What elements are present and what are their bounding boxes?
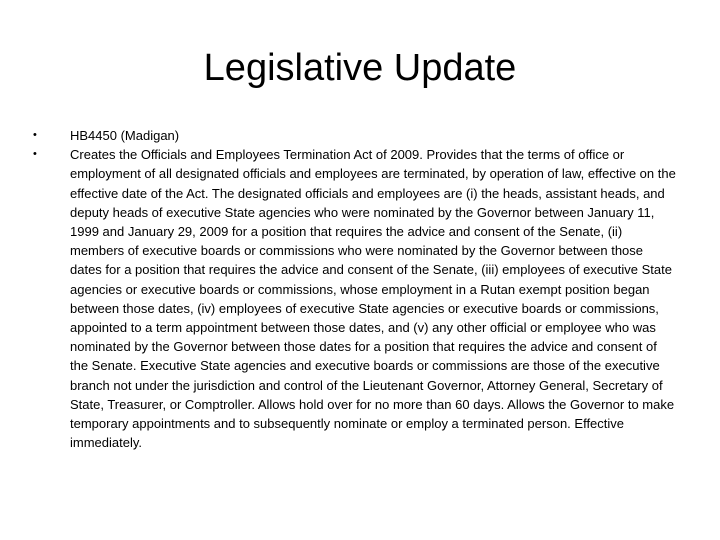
bullet-icon: • [33,148,37,161]
bullet-icon: • [33,129,37,141]
bullet-item-summary [33,145,676,452]
bullet-item-bill [33,126,676,145]
bullet-list [0,126,720,452]
bullet-text: HB4450 (Madigan) [70,128,180,143]
bullet-text: Creates the Officials and Employees Termination Act of 2009. Provides that the terms of office or employment of all designated officials and employees are terminated, by operation of law, effective on the effective date of the Act. The designated officials and employees are (i) the heads, assistant heads, and deputy heads of executive State agencies who were nominated by the Governor between January 11, 1999 and January 29, 2009 for a position that requires the advice and consent of the Senate, (ii) members of executive boards or commissions who were nominated by the Governor between those dates for a position that requires the advice and consent of the Senate, (iii) employees of executive State agencies or executive boards or commissions, whose employment in a Rutan exempt position began between those dates, (iv) employees of executive State agencies or executive boards or commissions, appointed to a term appointment between those dates, and (v) any other official or employee who was nominated by the Governor between those dates for a position that requires the advice and consent of the Senate. Executive State agencies and executive boards or commissions are those of the executive branch not under the jurisdiction and control of the Lieutenant Governor, Attorney General, Secretary of State, Treasurer, or Comptroller. Allows hold over for no more than 60 days. Allows the Governor to make temporary appointments and to subsequently nominate or employ a terminated person. Effective immediately. [70,147,676,451]
slide-title: Legislative Update [203,47,517,89]
